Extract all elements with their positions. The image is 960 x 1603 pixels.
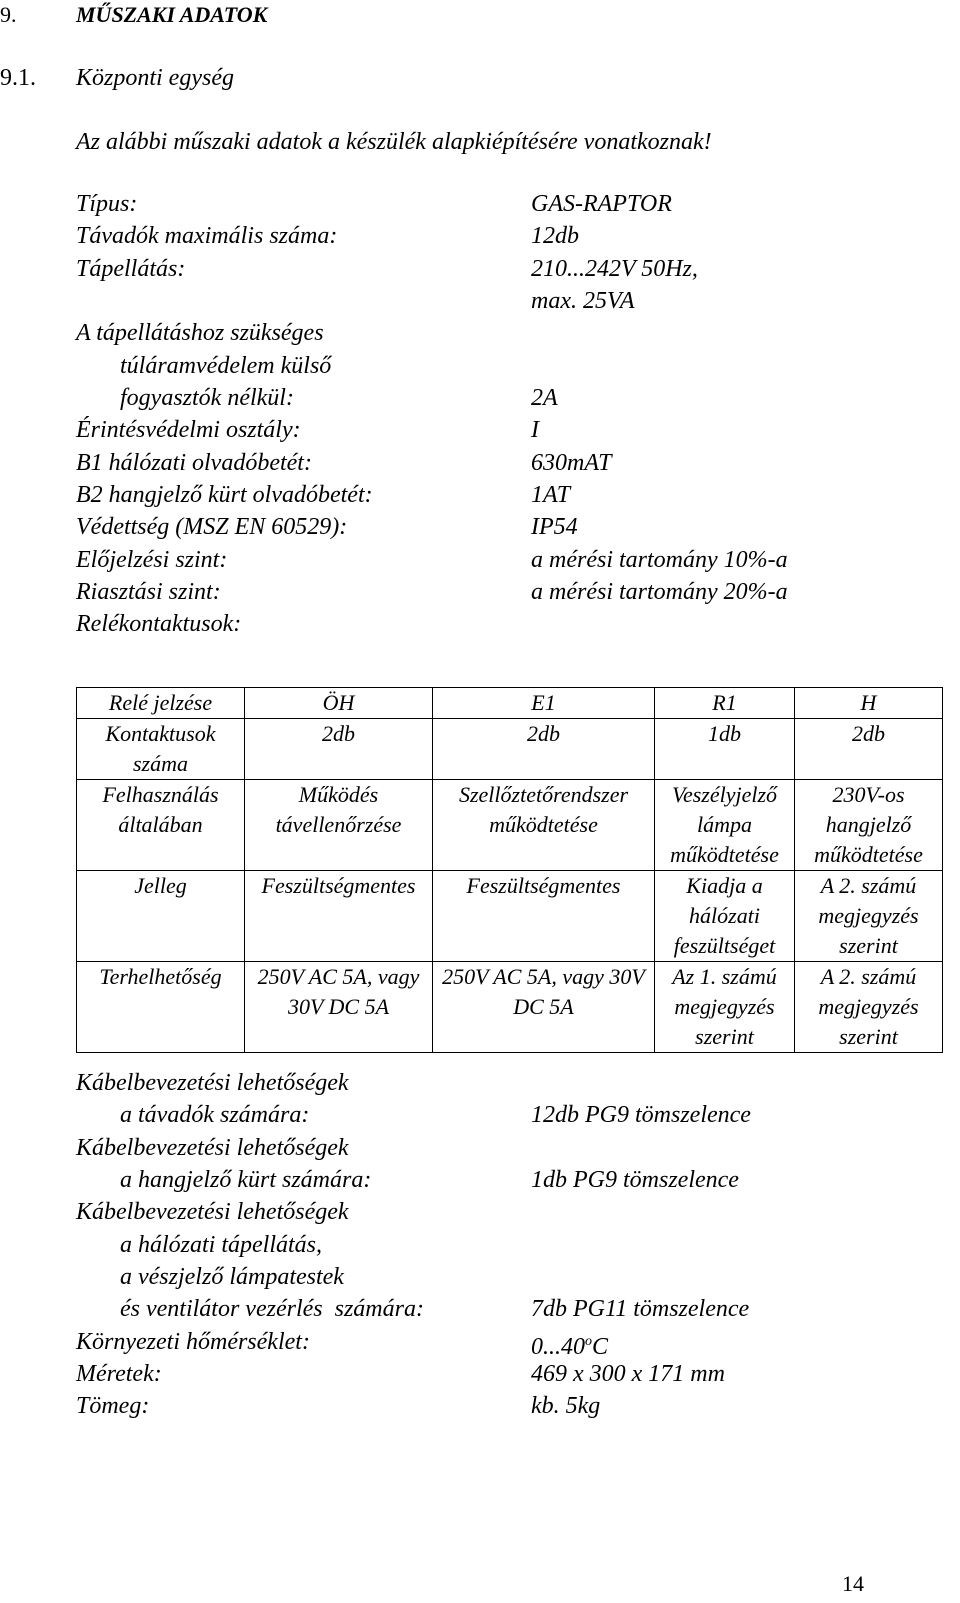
table-cell: Terhelhetőség [77,962,245,1053]
spec-value: a mérési tartomány 20%-a [531,579,788,605]
spec-label-overcurrent-3: fogyasztók nélkül: [120,385,294,411]
cable-label: a hangjelző kürt számára: [120,1167,372,1193]
spec-label: Riasztási szint: [76,579,221,605]
spec-label-overcurrent-2: túláramvédelem külső [120,353,332,379]
spec-row-max-sensors [76,220,936,252]
spec-row-b2-fuse [76,479,936,511]
spec-label: Védettség (MSZ EN 60529): [76,514,348,540]
table-cell: Szellőztetőrendszer működtetése [433,780,655,871]
spec-value: IP54 [531,514,578,540]
env-label-weight: Tömeg: [76,1393,150,1419]
table-cell: Feszültségmentes [245,871,433,962]
spec-label-overcurrent-1: A tápellátáshoz szükséges [76,320,324,346]
table-row [77,780,943,871]
spec-value: 12db [531,223,579,249]
table-cell: 2db [795,719,943,780]
relay-table [76,687,943,1053]
cable-value: 12db PG9 tömszelence [531,1102,751,1128]
table-cell: 250V AC 5A, vagy 30V DC 5A [433,962,655,1053]
spec-label: Távadók maximális száma: [76,223,338,249]
table-cell: 2db [245,719,433,780]
table-cell: 230V-os hangjelző működtetése [795,780,943,871]
temperature-range: 0...40 [531,1334,585,1360]
table-header-cell: H [795,688,943,719]
cable-label: a hálózati tápellátás, [120,1232,323,1258]
spec-row-ip-rating [76,511,936,543]
table-header-cell: Relé jelzése [77,688,245,719]
table-cell: 1db [655,719,795,780]
table-cell: A 2. számú megjegyzés szerint [795,962,943,1053]
spec-label: Típus: [76,191,138,217]
spec-value-power-max: max. 25VA [531,288,635,314]
spec-label: B2 hangjelző kürt olvadóbetét: [76,482,373,508]
spec-value: 210...242V 50Hz, [531,256,698,282]
table-row [77,719,943,780]
env-label-temperature: Környezeti hőmérséklet: [76,1329,310,1355]
env-label-dimensions: Méretek: [76,1361,162,1387]
spec-value-overcurrent: 2A [531,385,558,411]
cable-label: Kábelbevezetési lehetőségek [76,1070,349,1096]
page-number: 14 [842,1571,864,1596]
degree-superscript: o [585,1334,592,1349]
subsection-number: 9.1. [0,65,36,91]
table-header-cell: E1 [433,688,655,719]
spec-row-alarm [76,576,936,608]
intro-text: Az alábbi műszaki adatok a készülék alapkiépítésére vonatkoznak! [76,129,712,155]
spec-value: a mérési tartomány 10%-a [531,547,788,573]
spec-label: Tápellátás: [76,256,186,282]
cable-label: a vészjelző lámpatestek [120,1264,344,1290]
table-cell: 2db [433,719,655,780]
subsection-title: Központi egység [76,65,234,91]
table-row [77,871,943,962]
table-row [77,962,943,1053]
table-cell: Az 1. számú megjegyzés szerint [655,962,795,1053]
env-value-dimensions: 469 x 300 x 171 mm [531,1361,725,1387]
section-title: MŰSZAKI ADATOK [76,2,268,27]
table-header-row [77,688,943,719]
section-heading [0,0,17,30]
temperature-unit: C [592,1334,609,1360]
spec-value: GAS-RAPTOR [531,191,672,217]
table-cell: Jelleg [77,871,245,962]
table-cell: Feszültségmentes [433,871,655,962]
table-cell: Veszélyjelző lámpa működtetése [655,780,795,871]
spec-label: B1 hálózati olvadóbetét: [76,450,312,476]
cable-label: a távadók számára: [120,1102,310,1128]
spec-row-protection-class [76,414,936,446]
table-header-cell: R1 [655,688,795,719]
spec-row-prealarm [76,544,936,576]
cable-label: Kábelbevezetési lehetőségek [76,1199,349,1225]
spec-label: Előjelzési szint: [76,547,228,573]
table-cell: Kontaktusok száma [77,719,245,780]
cable-label: és ventilátor vezérlés számára: [120,1296,424,1322]
table-cell: 250V AC 5A, vagy 30V DC 5A [245,962,433,1053]
spec-value: 1AT [531,482,571,508]
table-cell: Kiadja a hálózati feszültséget [655,871,795,962]
spec-row-b1-fuse [76,447,936,479]
spec-row-type [76,188,936,220]
table-cell: Felhasználás általában [77,780,245,871]
table-cell: Működés távellenőrzése [245,780,433,871]
table-cell: A 2. számú megjegyzés szerint [795,871,943,962]
cable-label: Kábelbevezetési lehetőségek [76,1135,349,1161]
spec-value: I [531,417,539,443]
spec-row-power [76,253,936,285]
table-header-cell: ÖH [245,688,433,719]
env-value-weight: kb. 5kg [531,1393,601,1419]
spec-value: 630mAT [531,450,612,476]
spec-label: Érintésvédelmi osztály: [76,417,301,443]
section-number: 9. [0,2,17,27]
cable-value: 7db PG11 tömszelence [531,1296,750,1322]
spec-label-relay-contacts: Relékontaktusok: [76,611,242,637]
cable-value: 1db PG9 tömszelence [531,1167,739,1193]
